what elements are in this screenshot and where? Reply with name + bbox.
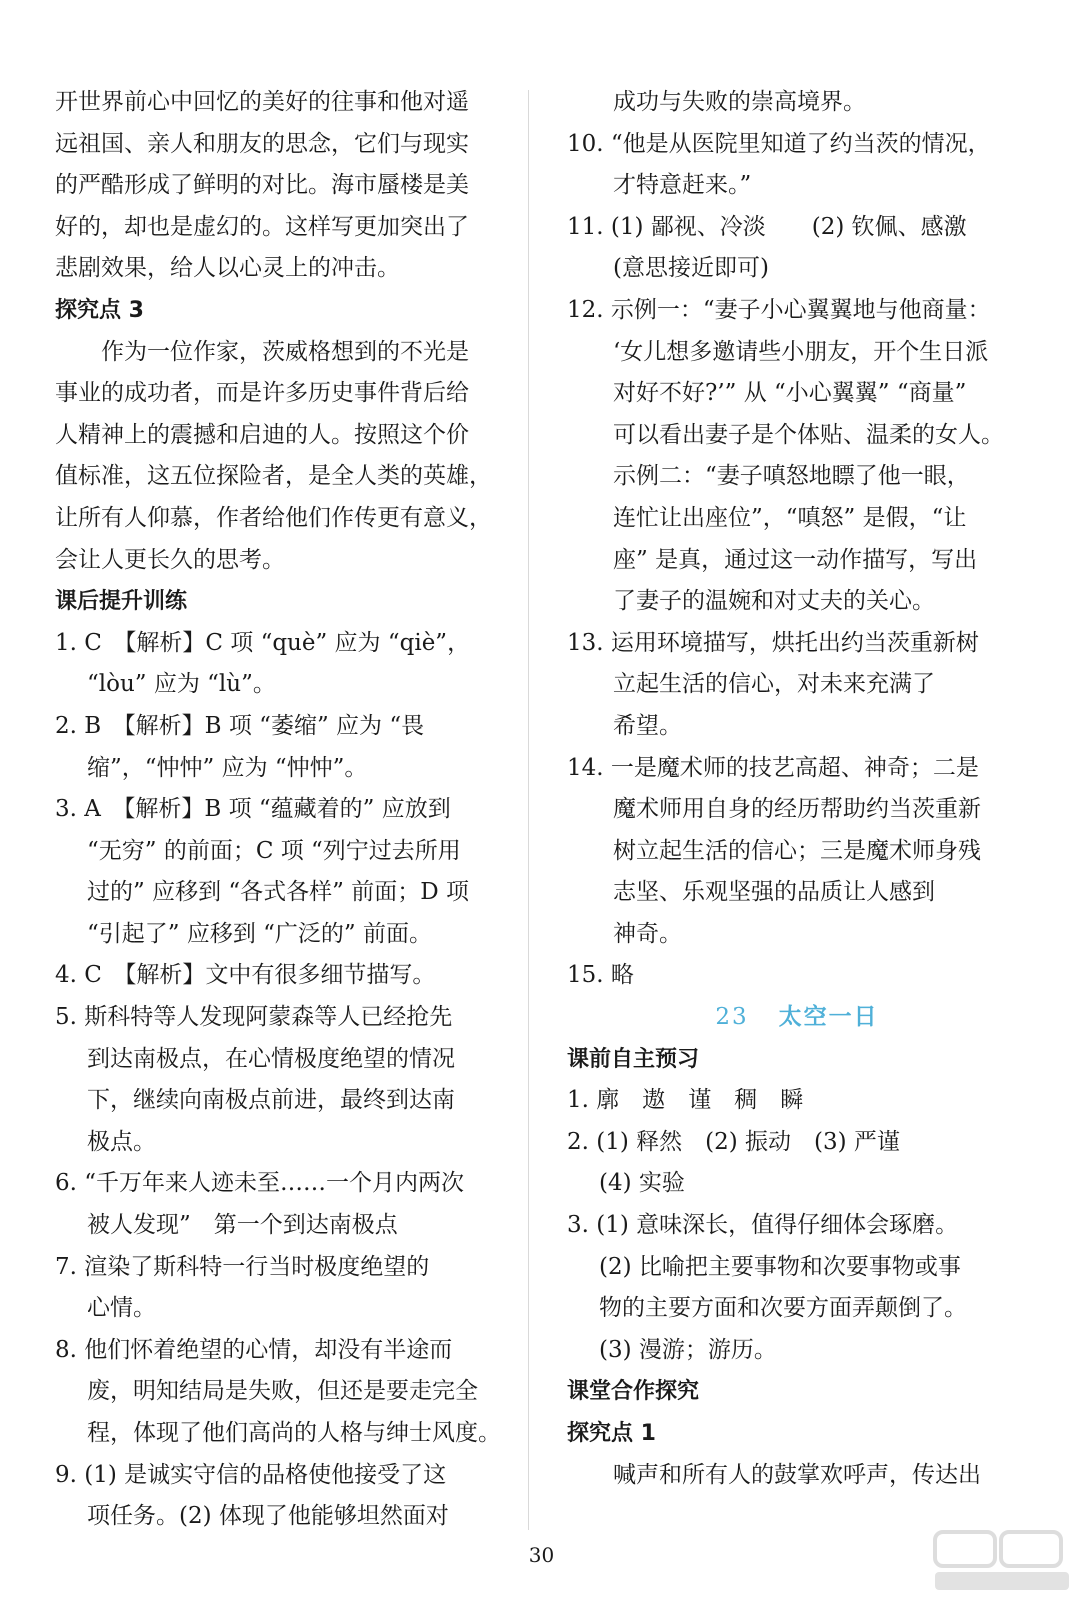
text-line: 3. (1) 意味深长，值得仔细体会琢磨。 bbox=[567, 1212, 959, 1239]
text-line: 极点。 bbox=[87, 1128, 156, 1155]
text-line: “lòu” 应为 “lù”。 bbox=[87, 671, 276, 698]
text-line: 9. (1) 是诚实守信的品格使他接受了这 bbox=[55, 1461, 447, 1488]
text-line: 人精神上的震撼和启迪的人。按照这个价 bbox=[55, 421, 469, 448]
text-line: 让所有人仰慕，作者给他们作传更有意义， bbox=[55, 504, 492, 531]
text-line: 13. 运用环境描写，烘托出约当茨重新树 bbox=[567, 629, 979, 656]
text-line: (意思接近即可) bbox=[613, 255, 769, 282]
text-line: ‘女儿想多邀请些小朋友，开个生日派 bbox=[613, 338, 989, 365]
text-line: (4) 实验 bbox=[599, 1170, 685, 1197]
text-line: 8. 他们怀着绝望的心情，却没有半途而 bbox=[55, 1336, 453, 1363]
watermark-logo-icon bbox=[927, 1526, 1077, 1596]
text-line: 11. (1) 鄙视、冷淡 (2) 钦佩、感激 bbox=[567, 213, 967, 240]
lesson-number: 23 bbox=[715, 1004, 749, 1031]
text-line: (3) 漫游；游历。 bbox=[599, 1336, 777, 1363]
section-heading: 课前自主预习 bbox=[567, 1046, 700, 1072]
section-heading: 探究点 1 bbox=[567, 1421, 656, 1446]
text-line: 10. “他是从医院里知道了约当茨的情况， bbox=[567, 130, 991, 157]
text-line: “无穷” 的前面；C 项 “列宁过去所用 bbox=[87, 837, 461, 864]
text-line: 7. 渲染了斯科特一行当时极度绝望的 bbox=[55, 1253, 430, 1280]
lesson-title: 太空一日 bbox=[778, 1004, 879, 1031]
section-heading: 探究点 3 bbox=[55, 297, 144, 323]
text-line: 下，继续向南极点前进，最终到达南 bbox=[87, 1087, 455, 1114]
text-line: 被人发现” 第一个到达南极点 bbox=[87, 1212, 398, 1239]
text-line: 远祖国、亲人和朋友的思念，它们与现实 bbox=[55, 130, 469, 157]
text-line: 魔术师用自身的经历帮助约当茨重新 bbox=[613, 796, 981, 823]
text-line: 的严酷形成了鲜明的对比。海市蜃楼是美 bbox=[55, 172, 469, 199]
text-line: 1. C 【解析】C 项 “què” 应为 “qiè”， bbox=[55, 629, 471, 656]
right-column bbox=[567, 82, 1027, 1496]
text-line: 神奇。 bbox=[613, 920, 682, 947]
text-line: 1. 廓 遨 谨 稠 瞬 bbox=[567, 1087, 804, 1114]
text-line: 才特意赶来。” bbox=[613, 172, 752, 199]
text-line: 对好不好?’” 从 “小心翼翼” “商量” bbox=[613, 380, 967, 407]
text-line: 喊声和所有人的鼓掌欢呼声，传达出 bbox=[613, 1461, 981, 1488]
text-line: 物的主要方面和次要方面弄颠倒了。 bbox=[599, 1295, 967, 1322]
text-line: 5. 斯科特等人发现阿蒙森等人已经抢先 bbox=[55, 1004, 453, 1031]
section-heading: 课后提升训练 bbox=[55, 589, 188, 615]
text-line: 缩”，“忡忡” 应为 “忡忡”。 bbox=[87, 754, 368, 781]
text-line: 座” 是真，通过这一动作描写，写出 bbox=[613, 546, 978, 573]
section-heading: 课堂合作探究 bbox=[567, 1379, 700, 1405]
page-number: 30 bbox=[528, 1543, 555, 1567]
text-line: 4. C 【解析】文中有很多细节描写。 bbox=[55, 962, 436, 989]
text-line: (2) 比喻把主要事物和次要事物或事 bbox=[599, 1253, 961, 1280]
column-divider bbox=[528, 90, 529, 1530]
text-line: 悲剧效果，给人以心灵上的冲击。 bbox=[55, 255, 400, 282]
text-line: 志坚、乐观坚强的品质让人感到 bbox=[613, 879, 935, 906]
lesson-heading bbox=[567, 997, 1027, 1039]
text-line: 6. “千万年来人迹未至……一个月内两次 bbox=[55, 1170, 465, 1197]
text-line: 14. 一是魔术师的技艺高超、神奇；二是 bbox=[567, 754, 979, 781]
text-line: 12. 示例一：“妻子小心翼翼地与他商量： bbox=[567, 296, 991, 323]
text-line: 示例二：“妻子嗔怒地瞟了他一眼， bbox=[613, 463, 970, 490]
text-line: 到达南极点，在心情极度绝望的情况 bbox=[87, 1045, 455, 1072]
text-line: 15. 略 bbox=[567, 962, 634, 989]
text-line: 开世界前心中回忆的美好的往事和他对遥 bbox=[55, 89, 469, 115]
text-line: 程，体现了他们高尚的人格与绅士风度。 bbox=[87, 1420, 501, 1446]
text-line: 好的，却也是虚幻的。这样写更加突出了 bbox=[55, 213, 469, 240]
left-column bbox=[55, 82, 501, 1538]
text-line: 树立起生活的信心；三是魔术师身残 bbox=[613, 837, 981, 864]
text-line: 会让人更长久的思考。 bbox=[55, 546, 285, 573]
text-line: 心情。 bbox=[87, 1295, 156, 1322]
text-line: 立起生活的信心，对未来充满了 bbox=[613, 671, 935, 698]
text-line: 事业的成功者，而是许多历史事件背后给 bbox=[55, 380, 469, 407]
text-line: 值标准，这五位探险者，是全人类的英雄， bbox=[55, 463, 492, 490]
text-line: 成功与失败的崇高境界。 bbox=[613, 89, 866, 115]
text-line: 可以看出妻子是个体贴、温柔的女人。 bbox=[613, 421, 1004, 448]
text-line: 过的” 应移到 “各式各样” 前面；D 项 bbox=[87, 879, 469, 906]
text-line: 了妻子的温婉和对丈夫的关心。 bbox=[613, 588, 935, 615]
text-line: 2. (1) 释然 (2) 振动 (3) 严谨 bbox=[567, 1128, 900, 1155]
text-line: 希望。 bbox=[613, 712, 682, 739]
text-line: 2. B 【解析】B 项 “萎缩” 应为 “畏 bbox=[55, 712, 425, 739]
text-line: “引起了” 应移到 “广泛的” 前面。 bbox=[87, 920, 432, 947]
text-line: 废，明知结局是失败，但还是要走完全 bbox=[87, 1378, 478, 1405]
text-line: 项任务。(2) 体现了他能够坦然面对 bbox=[87, 1503, 449, 1530]
text-line: 连忙让出座位”，“嗔怒” 是假，“让 bbox=[613, 504, 967, 531]
text-line: 作为一位作家，茨威格想到的不光是 bbox=[101, 338, 469, 365]
text-line: 3. A 【解析】B 项 “蕴藏着的” 应放到 bbox=[55, 796, 451, 823]
